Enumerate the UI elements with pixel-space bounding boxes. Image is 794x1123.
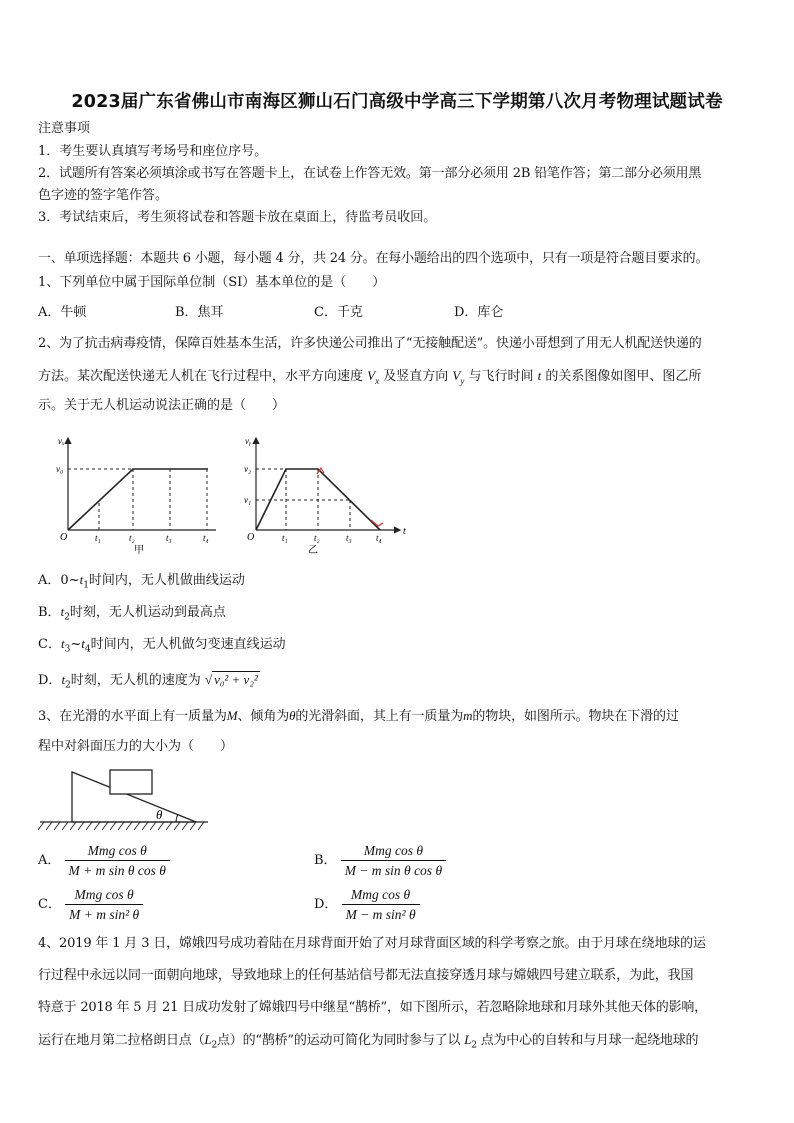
graph-yi-caption: 乙 xyxy=(308,545,318,556)
q3-stem-line1: 3、在光滑的水平面上有一质量为M、倾角为θ的光滑斜面，其上有一质量为m的物块，如图所示。物块在下滑的过 xyxy=(38,708,679,724)
notice-heading: 注意事项 xyxy=(38,121,91,136)
q4-stem-line1: 4、2019 年 1 月 3 日，嫦娥四号成功着陆在月球背面开始了对月球背面区域的科学考察之旅。由于月球在绕地球的运 xyxy=(38,936,706,951)
q2-option-a: A．$0\sim t_1$时间内，无人机做曲线运动 xyxy=(38,572,245,591)
q3-option-a: A． $\frac{\text{Mmg cos θ}}{\text{M + m sin θ cos θ}}$ xyxy=(38,843,170,879)
graph-yi-t-axis: t xyxy=(403,526,406,537)
q2-option-b: B．$t_2$时刻，无人机运动到最高点 xyxy=(38,604,226,623)
notice-item-2: 2．试题所有答案必须填涂或书写在答题卡上，在试卷上作答无效。第一部分必须用 2B 铅笔作答；第二部分必须用黑 xyxy=(38,166,702,181)
graph-yi-t2: t₂ xyxy=(314,533,320,543)
q2-option-d: D．$t_2$时刻，无人机的速度为 √ v₀² + v₂² xyxy=(38,672,258,691)
graph-jia-axis: vₓ xyxy=(58,436,65,446)
q3-option-b: B． $\frac{\text{Mmg cos θ}}{\text{M − m sin θ cos θ}}$ xyxy=(314,843,446,879)
q3-incline-figure xyxy=(38,764,228,836)
graph-jia-t3: t₃ xyxy=(166,533,172,543)
q2-option-c: C．$t_3\sim t_4$时间内，无人机做匀变速直线运动 xyxy=(38,636,286,655)
q3-option-d: D． $\frac{\text{Mmg cos θ}}{\text{M − m sin² θ}}$ xyxy=(314,887,420,923)
graph-jia-caption: 甲 xyxy=(134,545,144,556)
graph-yi-v2: v₂ xyxy=(244,464,252,474)
q3-stem-line2: 程中对斜面压力的大小为（ ） xyxy=(38,739,234,754)
speed-formula: √ v₀² + v₂² xyxy=(204,672,258,687)
q1-option-a: A．牛顿 xyxy=(38,305,87,320)
q1-option-d: D．库仑 xyxy=(454,305,504,320)
graph-jia-origin: O xyxy=(60,532,68,543)
graph-jia xyxy=(68,438,216,530)
graph-yi-t4: t₄ xyxy=(376,533,382,543)
section-heading: 一、单项选择题：本题共 6 小题，每小题 4 分，共 24 分。在每小题给出的四个选项中，只有一项是符合题目要求的。 xyxy=(38,251,709,266)
q2-stem-line3: 示。关于无人机运动说法正确的是（ ） xyxy=(38,398,286,413)
graph-jia-t2: t₂ xyxy=(129,533,135,543)
graph-yi-origin: O xyxy=(247,532,255,543)
graph-yi-t3: t₃ xyxy=(346,533,352,543)
graph-jia-t1: t₁ xyxy=(95,533,101,543)
q4-stem-line3: 特意于 2018 年 5 月 21 日成功发射了嫦娥四号中继星“鹊桥”，如下图所示，若忽略除地球和月球外其他天体的影响， xyxy=(38,1000,707,1015)
notice-item-2-cont: 色字迹的签字笔作答。 xyxy=(38,188,169,203)
q2-stem-line2: 方法。某次配送快递无人机在飞行过程中，水平方向速度 $V_x$ 及竖直方向 $V_y$ 与飞行时间 t 的关系图像如图甲、图乙所 xyxy=(38,368,702,386)
notice-item-3: 3．考试结束后，考生须将试卷和答题卡放在桌面上，待监考员收回。 xyxy=(38,210,437,225)
graph-yi xyxy=(256,438,400,530)
q4-stem-line4: 运行在地月第二拉格朗日点（$L_2$点）的“鹊桥”的运动可简化为同时参与了以 $L_2$ 点为中心的自转和与月球一起绕地球的 xyxy=(38,1032,699,1051)
q1-stem: 1、下列单位中属于国际单位制（SI）基本单位的是（ ） xyxy=(38,275,386,290)
graph-yi-axis: vᵧ xyxy=(245,436,252,446)
graph-yi-v1: v₁ xyxy=(244,495,252,505)
graph-yi-t1: t₁ xyxy=(282,533,288,543)
q1-option-b: B．焦耳 xyxy=(175,305,224,320)
paper-title: 2023届广东省佛山市南海区狮山石门高级中学高三下学期第八次月考物理试题试卷 xyxy=(71,92,723,112)
q3-option-c: C． $\frac{\text{Mmg cos θ}}{\text{M + m sin² θ}}$ xyxy=(38,887,143,923)
q2-stem-line1: 2、为了抗击病毒疫情，保障百姓基本生活，许多快递公司推出了“无接触配送”。快递小哥想到了用无人机配送快递的 xyxy=(38,336,702,351)
q4-stem-line2: 行过程中永远以同一面朝向地球，导致地球上的任何基站信号都无法直接穿透月球与嫦娥四号建立联系，为此，我国 xyxy=(38,968,694,983)
q2-velocity-graphs xyxy=(38,432,418,557)
incline-angle-label: θ xyxy=(156,807,163,822)
graph-jia-v0: v₀ xyxy=(56,464,64,474)
q1-option-c: C．千克 xyxy=(314,305,363,320)
notice-item-1: 1．考生要认真填写考场号和座位序号。 xyxy=(38,144,268,159)
graph-jia-t4: t₄ xyxy=(203,533,209,543)
